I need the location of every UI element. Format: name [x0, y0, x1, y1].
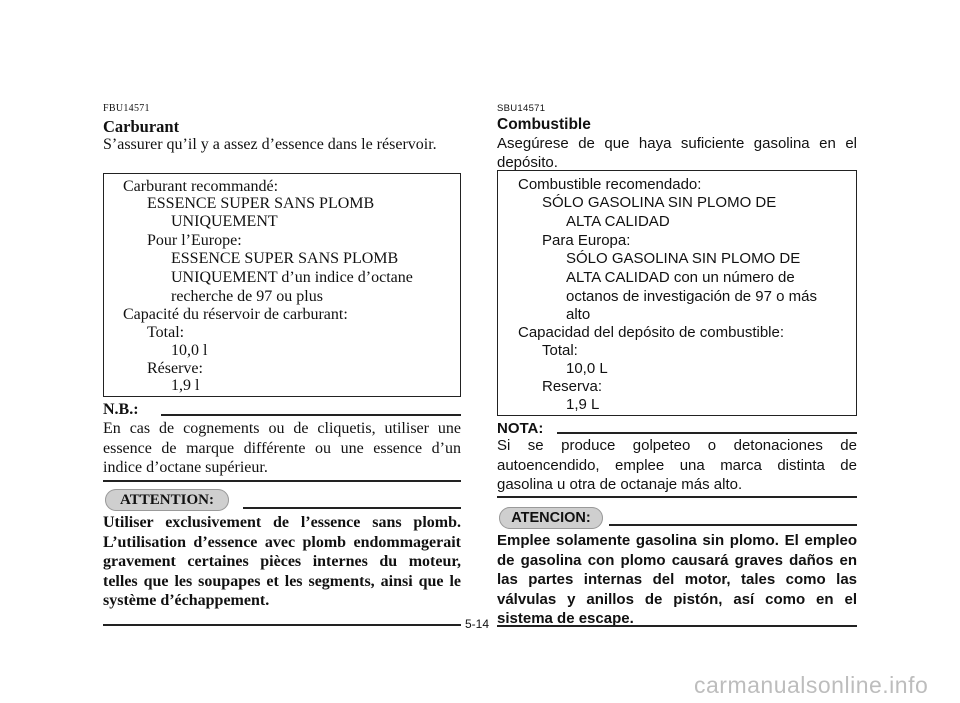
spec-line: Carburant recommandé:	[123, 178, 279, 195]
spec-line: UNIQUEMENT	[171, 213, 278, 230]
spec-line: octanos de investigación de 97 o más	[566, 288, 817, 305]
section-title: Combustible	[497, 116, 591, 133]
section-intro: S’assurer qu’il y a assez d’essence dans le réservoir.	[103, 136, 437, 153]
note-top-rule	[161, 414, 461, 416]
spec-line: SÓLO GASOLINA SIN PLOMO DE	[566, 250, 801, 267]
section-title: Carburant	[103, 117, 180, 136]
warning-top-rule	[243, 507, 461, 509]
note-bottom-rule	[497, 496, 857, 498]
spec-line: Reserva:	[542, 378, 603, 395]
spec-line: recherche de 97 ou plus	[171, 288, 323, 305]
page-number: 5-14	[465, 617, 490, 631]
note-text: Si se produce golpeteo o detonaciones de autoencendido, emplee una marca distinta de gasolina u otra de octanaje más alto.	[497, 437, 857, 493]
spec-line: 1,9 L	[566, 396, 600, 413]
watermark: carmanualsonline.info	[694, 672, 929, 698]
spec-line: Combustible recomendado:	[518, 176, 702, 193]
spec-line: ESSENCE SUPER SANS PLOMB	[147, 195, 375, 212]
warning-bottom-rule	[103, 624, 461, 626]
warning-top-rule	[609, 524, 857, 526]
warning-bottom-rule	[497, 625, 857, 627]
section-code: SBU14571	[497, 103, 546, 114]
spec-line: Para Europa:	[542, 232, 631, 249]
warning-text: Emplee solamente gasolina sin plomo. El empleo de gasolina con plomo causará graves daños en las partes internas del motor, tales como las válvulas y anillos de pistón, así como en el sistema de escape.	[497, 532, 857, 627]
spec-line: Total:	[147, 324, 185, 341]
warning-badge: ATTENTION:	[105, 489, 229, 511]
spec-line: 1,9 l	[171, 377, 200, 394]
note-top-rule	[557, 432, 857, 434]
fuel-spec-box	[497, 170, 857, 416]
warning-badge: ATENCION:	[499, 507, 603, 529]
warning-text: Utiliser exclusivement de l’essence sans plomb. L’utilisation d’essence avec plomb endommagerait gravement certaines pièces internes du moteur, telles que les soupapes et les segments, ainsi que le système d’échappement.	[103, 514, 461, 609]
spec-line: ALTA CALIDAD con un número de	[566, 269, 795, 286]
note-label: N.B.:	[103, 401, 139, 418]
spec-line: ESSENCE SUPER SANS PLOMB	[171, 250, 399, 267]
section-intro: Asegúrese de que haya suficiente gasolina en el depósito.	[497, 135, 857, 171]
spec-line: Réserve:	[147, 360, 203, 377]
spec-line: Pour l’Europe:	[147, 232, 242, 249]
spec-line: 10,0 l	[171, 342, 208, 359]
spec-line: 10,0 L	[566, 360, 608, 377]
note-label: NOTA:	[497, 420, 544, 437]
spec-line: Capacité du réservoir de carburant:	[123, 306, 348, 323]
spec-line: SÓLO GASOLINA SIN PLOMO DE	[542, 194, 777, 211]
fuel-spec-box	[103, 173, 461, 397]
spec-line: Capacidad del depósito de combustible:	[518, 324, 785, 341]
note-bottom-rule	[103, 480, 461, 482]
spec-line: Total:	[542, 342, 578, 359]
section-code: FBU14571	[103, 103, 150, 114]
note-text: En cas de cognements ou de cliquetis, utiliser une essence de marque différente ou une essence d’un indice d’octane supérieur.	[103, 420, 461, 476]
spec-line: alto	[566, 306, 591, 323]
spec-line: ALTA CALIDAD	[566, 213, 670, 230]
spec-line: UNIQUEMENT d’un indice d’octane	[171, 269, 413, 286]
